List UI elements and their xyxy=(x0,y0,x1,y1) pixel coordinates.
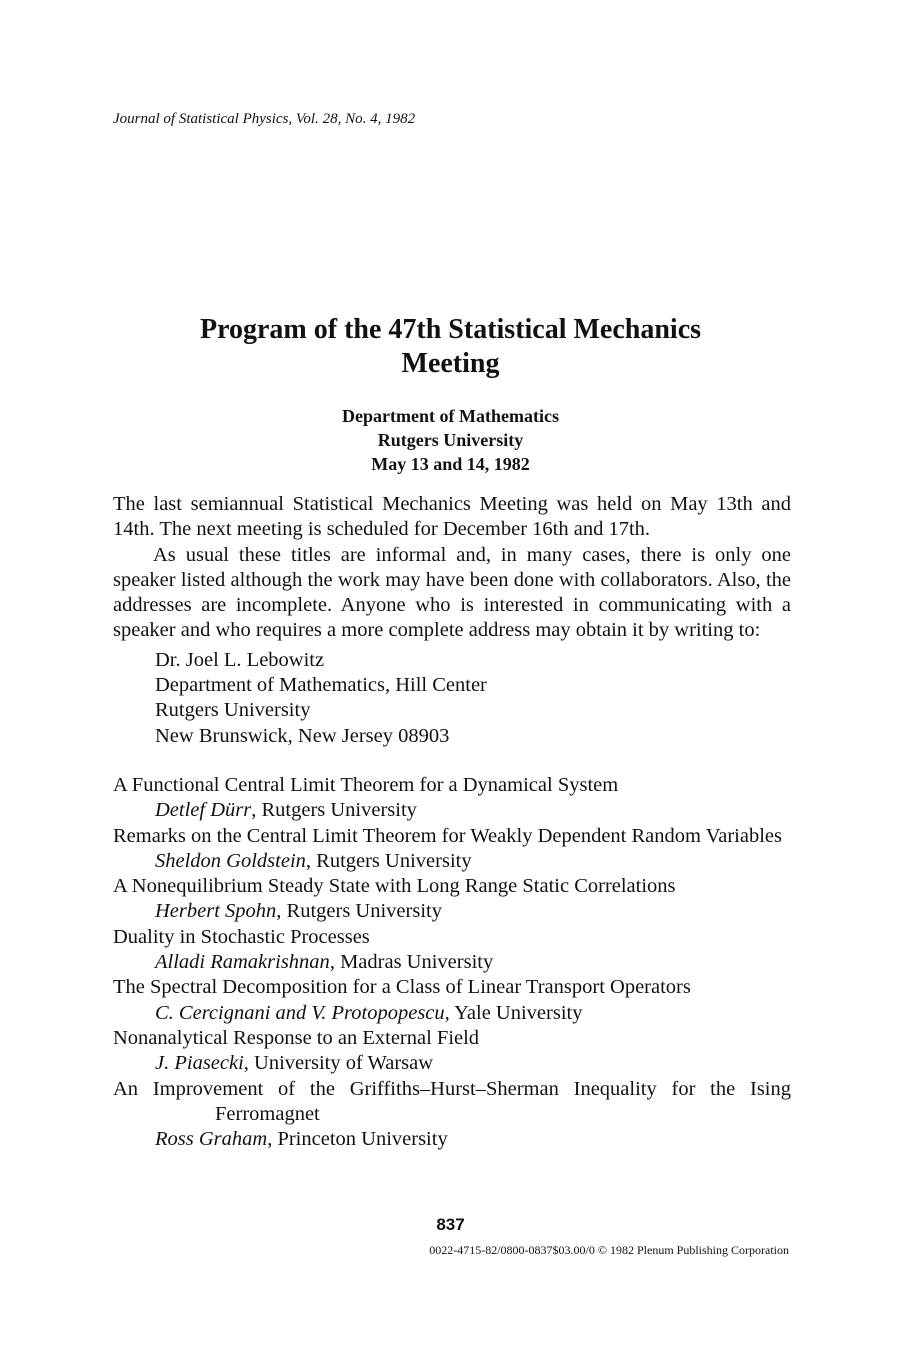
talk-speaker-line xyxy=(113,1127,791,1152)
talk-title: The Spectral Decomposition for a Class of Linear Transport Operators xyxy=(113,976,691,999)
address-line: Dr. Joel L. Lebowitz xyxy=(155,648,325,671)
talk-entry xyxy=(113,1077,791,1153)
talk-speaker-line xyxy=(113,950,791,975)
speaker-affiliation: , Yale University xyxy=(444,1001,583,1024)
affiliation-department: Department of Mathematics xyxy=(342,406,559,426)
talk-title: Remarks on the Central Limit Theorem for Weakly Dependent Random Variables xyxy=(113,824,782,847)
talk-entry xyxy=(113,975,791,1026)
speaker-affiliation: , University of Warsaw xyxy=(243,1052,434,1075)
speaker-name: C. Cercignani and V. Protopopescu xyxy=(155,1001,445,1024)
talk-entry xyxy=(113,824,791,875)
intro-paragraph: The last semiannual Statistical Mechanics Meeting was held on May 13th and 14th. The next meeting is scheduled for December 16th and 17th. xyxy=(113,493,791,541)
talk-title: Duality in Stochastic Processes xyxy=(113,925,370,948)
talk-entry xyxy=(113,874,791,925)
speaker-affiliation: , Princeton University xyxy=(267,1128,448,1151)
talk-title: An Improvement of the Griffiths–Hurst–Sherman Inequality for the Ising Ferromagnet xyxy=(113,1077,791,1125)
address-line: Rutgers University xyxy=(155,699,311,722)
talk-title: Nonanalytical Response to an External Field xyxy=(113,1026,480,1049)
intro-paragraph: As usual these titles are informal and, in many cases, there is only one speaker listed although the work may have been done with collaborators. Also, the addresses are incomplete. Anyone who is interested in communicating with a speaker and who requires a more complete address may obtain it by writing to: xyxy=(113,543,791,642)
journal-citation: Journal of Statistical Physics, Vol. 28, No. 4, 1982 xyxy=(113,111,416,127)
talk-speaker-line xyxy=(113,849,791,874)
speaker-name: Herbert Spohn xyxy=(155,900,277,923)
address-line: Department of Mathematics, Hill Center xyxy=(155,674,487,697)
talk-entry xyxy=(113,773,791,824)
speaker-affiliation: , Rutgers University xyxy=(276,900,442,923)
talk-entry xyxy=(113,925,791,976)
speaker-name: J. Piasecki xyxy=(155,1052,244,1075)
meeting-date: May 13 and 14, 1982 xyxy=(371,454,530,474)
talk-speaker-line xyxy=(113,1051,791,1076)
talk-speaker-line xyxy=(113,899,791,924)
affiliation-block xyxy=(100,404,801,476)
talk-title: A Nonequilibrium Steady State with Long Range Static Correlations xyxy=(113,875,676,898)
copyright-footer: 0022-4715-82/0800-0837$03.00/0 © 1982 Plenum Publishing Corporation xyxy=(429,1243,789,1257)
talk-speaker-line xyxy=(113,1001,791,1026)
article-title xyxy=(100,313,801,381)
talk-list xyxy=(113,773,791,1152)
page-number: 837 xyxy=(436,1215,465,1234)
address-line: New Brunswick, New Jersey 08903 xyxy=(155,724,450,747)
talk-entry xyxy=(113,1026,791,1077)
speaker-affiliation: , Madras University xyxy=(329,951,494,974)
talk-speaker-line xyxy=(113,798,791,823)
title-line: Meeting xyxy=(401,348,500,379)
speaker-affiliation: , Rutgers University xyxy=(251,799,417,822)
speaker-name: Ross Graham xyxy=(155,1128,268,1151)
body-text xyxy=(113,492,791,1152)
speaker-name: Alladi Ramakrishnan xyxy=(155,951,330,974)
talk-title: A Functional Central Limit Theorem for a Dynamical System xyxy=(113,773,619,796)
speaker-affiliation: , Rutgers University xyxy=(305,849,472,872)
affiliation-university: Rutgers University xyxy=(377,430,524,450)
title-line: Program of the 47th Statistical Mechanics xyxy=(199,314,702,345)
speaker-name: Detlef Dürr xyxy=(155,799,252,822)
contact-address xyxy=(155,648,791,749)
speaker-name: Sheldon Goldstein xyxy=(155,849,306,872)
